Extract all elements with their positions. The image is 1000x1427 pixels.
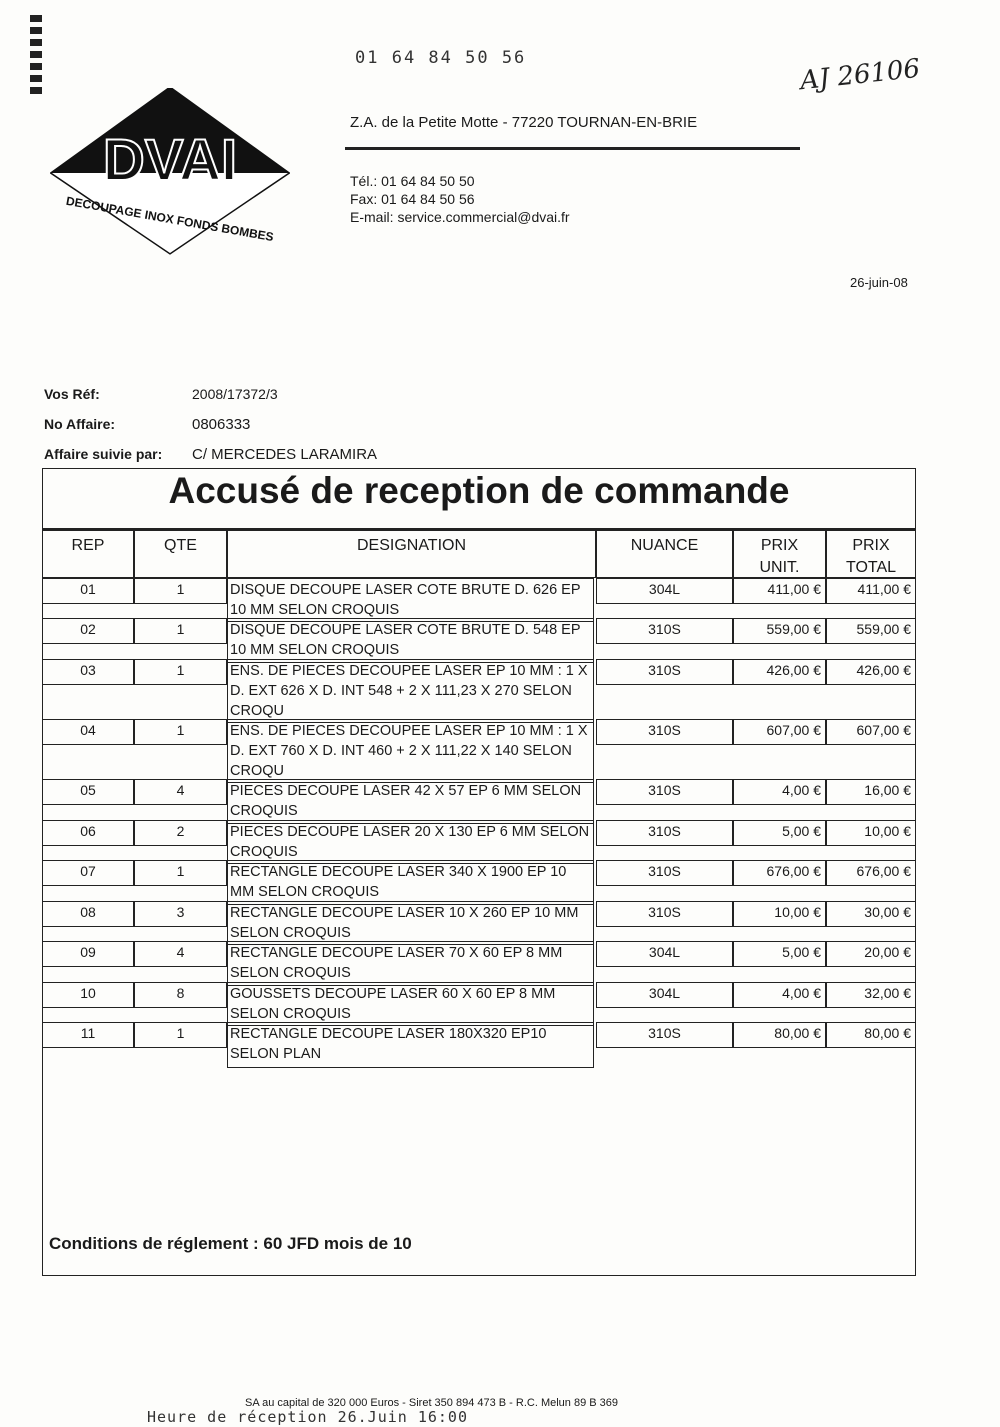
logo-brand: DVAI	[102, 128, 238, 193]
cell-pu: 411,00 €	[733, 578, 826, 604]
cell-pt: 20,00 €	[826, 941, 916, 967]
cell-designation: RECTANGLE DECOUPE LASER 340 X 1900 EP 10 MM SELON CROQUIS	[227, 860, 594, 905]
affaire-suivie-value: C/ MERCEDES LARAMIRA	[192, 446, 378, 463]
cell-pt: 607,00 €	[826, 719, 916, 745]
cell-pt: 30,00 €	[826, 901, 916, 927]
cell-rep: 03	[42, 659, 134, 685]
cell-pu: 4,00 €	[733, 982, 826, 1008]
cell-nuance: 310S	[596, 719, 733, 745]
cell-designation: ENS. DE PIECES DECOUPEE LASER EP 10 MM : 1 X D. EXT 626 X D. INT 548 + 2 X 111,23 X 270 SELON CROQU	[227, 659, 594, 723]
no-affaire-value: 0806333	[192, 416, 251, 433]
cell-nuance: 310S	[596, 618, 733, 644]
cell-rep: 06	[42, 820, 134, 846]
cell-rep: 09	[42, 941, 134, 967]
cell-designation: DISQUE DECOUPE LASER COTE BRUTE D. 626 EP 10 MM SELON CROQUIS	[227, 578, 594, 622]
logo-tagline: DECOUPAGE INOX FONDS BOMBES	[64, 193, 275, 245]
cell-designation: RECTANGLE DECOUPE LASER 10 X 260 EP 10 MM SELON CROQUIS	[227, 901, 594, 945]
cell-pu: 4,00 €	[733, 779, 826, 805]
prix-total-line2: TOTAL	[845, 559, 897, 576]
fax-header-number: 01 64 84 50 56	[355, 48, 527, 68]
cell-rep: 04	[42, 719, 134, 745]
prix-unit-line2: UNIT.	[759, 559, 800, 576]
col-header-nuance: NUANCE	[596, 530, 733, 578]
no-affaire-label: No Affaire:	[44, 416, 116, 432]
cell-qte: 2	[134, 820, 227, 846]
cell-nuance: 310S	[596, 820, 733, 846]
col-header-qte: QTE	[134, 530, 227, 578]
cell-pu: 10,00 €	[733, 901, 826, 927]
header-divider	[345, 147, 800, 150]
company-tel: Tél.: 01 64 84 50 50	[350, 173, 475, 189]
cell-rep: 08	[42, 901, 134, 927]
cell-pu: 5,00 €	[733, 820, 826, 846]
cell-pt: 426,00 €	[826, 659, 916, 685]
vos-ref-label: Vos Réf:	[44, 386, 100, 402]
reception-time: Heure de réception 26.Juin 16:00	[147, 1408, 468, 1426]
cell-rep: 01	[42, 578, 134, 604]
cell-qte: 1	[134, 618, 227, 644]
cell-rep: 02	[42, 618, 134, 644]
col-header-rep: REP	[42, 530, 134, 578]
cell-designation: DISQUE DECOUPE LASER COTE BRUTE D. 548 EP 10 MM SELON CROQUIS	[227, 618, 594, 663]
cell-pt: 32,00 €	[826, 982, 916, 1008]
cell-nuance: 310S	[596, 901, 733, 927]
cell-qte: 1	[134, 719, 227, 745]
cell-qte: 4	[134, 941, 227, 967]
cell-nuance: 304L	[596, 982, 733, 1008]
vos-ref-value: 2008/17372/3	[192, 386, 278, 402]
cell-pu: 80,00 €	[733, 1022, 826, 1048]
cell-rep: 11	[42, 1022, 134, 1048]
cell-qte: 1	[134, 860, 227, 886]
handwritten-reference: AJ 26106	[798, 53, 922, 97]
dvai-logo	[50, 88, 290, 258]
fax-edge-marks	[30, 15, 46, 110]
cell-pt: 411,00 €	[826, 578, 916, 604]
document-date: 26-juin-08	[850, 275, 908, 290]
cell-designation: RECTANGLE DECOUPE LASER 70 X 60 EP 8 MM SELON CROQUIS	[227, 941, 594, 986]
affaire-suivie-label: Affaire suivie par:	[44, 446, 163, 462]
cell-pt: 16,00 €	[826, 779, 916, 805]
col-header-designation: DESIGNATION	[227, 530, 596, 578]
company-contact	[350, 172, 570, 226]
cell-qte: 8	[134, 982, 227, 1008]
cell-pt: 80,00 €	[826, 1022, 916, 1048]
cell-qte: 1	[134, 578, 227, 604]
cell-nuance: 310S	[596, 779, 733, 805]
company-legal-info: SA au capital de 320 000 Euros - Siret 350 894 473 B - R.C. Melun 89 B 369	[245, 1397, 619, 1409]
cell-pu: 426,00 €	[733, 659, 826, 685]
cell-designation: GOUSSETS DECOUPE LASER 60 X 60 EP 8 MM SELON CROQUIS	[227, 982, 594, 1026]
cell-pt: 676,00 €	[826, 860, 916, 886]
cell-pt: 10,00 €	[826, 820, 916, 846]
company-fax: Fax: 01 64 84 50 56	[350, 191, 475, 207]
cell-rep: 05	[42, 779, 134, 805]
cell-rep: 10	[42, 982, 134, 1008]
cell-pu: 607,00 €	[733, 719, 826, 745]
cell-nuance: 310S	[596, 860, 733, 886]
company-email: E-mail: service.commercial@dvai.fr	[350, 209, 570, 225]
cell-nuance: 304L	[596, 941, 733, 967]
cell-designation: PIECES DECOUPE LASER 20 X 130 EP 6 MM SELON CROQUIS	[227, 820, 594, 864]
cell-qte: 1	[134, 659, 227, 685]
cell-qte: 3	[134, 901, 227, 927]
cell-pu: 676,00 €	[733, 860, 826, 886]
cell-qte: 4	[134, 779, 227, 805]
payment-conditions: Conditions de réglement : 60 JFD mois de 10	[49, 1234, 412, 1253]
col-header-prix-total	[826, 530, 916, 578]
company-address: Z.A. de la Petite Motte - 77220 TOURNAN-EN-BRIE	[350, 114, 698, 131]
cell-qte: 1	[134, 1022, 227, 1048]
document-title: Accusé de reception de commande	[168, 470, 790, 511]
cell-pu: 559,00 €	[733, 618, 826, 644]
cell-rep: 07	[42, 860, 134, 886]
cell-pu: 5,00 €	[733, 941, 826, 967]
prix-unit-line1: PRIX	[760, 537, 799, 554]
cell-pt: 559,00 €	[826, 618, 916, 644]
cell-designation: PIECES DECOUPE LASER 42 X 57 EP 6 MM SELON CROQUIS	[227, 779, 594, 824]
cell-nuance: 310S	[596, 659, 733, 685]
prix-total-line1: PRIX	[852, 537, 890, 554]
col-header-prix-unit	[733, 530, 826, 578]
cell-designation: ENS. DE PIECES DECOUPEE LASER EP 10 MM : 1 X D. EXT 760 X D. INT 460 + 2 X 111,22 X 140 SELON CROQU	[227, 719, 594, 783]
cell-nuance: 310S	[596, 1022, 733, 1048]
cell-designation: RECTANGLE DECOUPE LASER 180X320 EP10 SELON PLAN	[227, 1022, 594, 1068]
cell-nuance: 304L	[596, 578, 733, 604]
